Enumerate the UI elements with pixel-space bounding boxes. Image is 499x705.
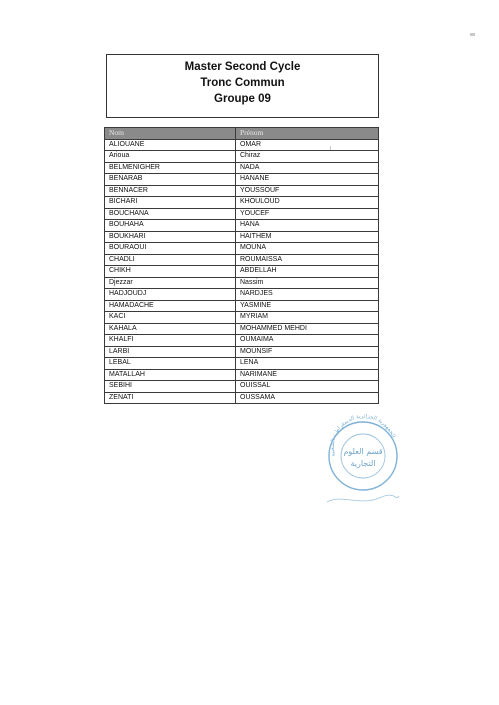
- cell-nom: BENNACER: [105, 185, 236, 197]
- stamp-center-text-2: التجارية: [350, 459, 376, 468]
- table-row: [105, 243, 379, 255]
- table-body: [105, 139, 379, 404]
- cell-nom: ZENATI: [105, 392, 236, 404]
- scan-mark: [470, 33, 475, 36]
- table-row: [105, 289, 379, 301]
- student-list-table: [104, 127, 379, 404]
- cell-prenom: NARDJES: [236, 289, 379, 301]
- cell-nom: MATALLAH: [105, 369, 236, 381]
- table-row: [105, 162, 379, 174]
- cell-nom: BOUKHARI: [105, 231, 236, 243]
- cell-prenom: OUMAIMA: [236, 335, 379, 347]
- cell-prenom: YOUCEF: [236, 208, 379, 220]
- cell-prenom: MOUNSIF: [236, 346, 379, 358]
- table-row: [105, 220, 379, 232]
- cell-prenom: KHOULOUD: [236, 197, 379, 209]
- cell-prenom: ROUMAISSA: [236, 254, 379, 266]
- table-row: [105, 369, 379, 381]
- column-header-prenom: Prénom: [236, 128, 379, 140]
- stamp-center-text-1: قسم العلوم: [343, 447, 383, 456]
- cell-nom: LEBAL: [105, 358, 236, 370]
- cell-prenom: HANANE: [236, 174, 379, 186]
- title-line-1: Master Second Cycle: [184, 61, 301, 73]
- table-row: [105, 277, 379, 289]
- cell-nom: LARBI: [105, 346, 236, 358]
- cell-prenom: LENA: [236, 358, 379, 370]
- table-row: [105, 346, 379, 358]
- table-row: [105, 300, 379, 312]
- cell-nom: BENARAB: [105, 174, 236, 186]
- stamp-outer-text: الجمهورية الجزائرية الديمقراطية الشعبية: [329, 413, 396, 457]
- cell-prenom: NARIMANE: [236, 369, 379, 381]
- cell-nom: BICHARI: [105, 197, 236, 209]
- cell-prenom: ABDELLAH: [236, 266, 379, 278]
- table-header-row: [105, 128, 379, 140]
- cell-prenom: NADA: [236, 162, 379, 174]
- cell-nom: CHADLI: [105, 254, 236, 266]
- title-line-2: Tronc Commun: [200, 77, 285, 89]
- table-row: [105, 358, 379, 370]
- cell-prenom: YOUSSOUF: [236, 185, 379, 197]
- cell-prenom: OMAR: [236, 139, 379, 151]
- cell-prenom: MOUNA: [236, 243, 379, 255]
- table-row: [105, 174, 379, 186]
- table-row: [105, 381, 379, 393]
- scan-mark: [330, 146, 331, 150]
- cell-nom: SEBIHI: [105, 381, 236, 393]
- cell-nom: KHALFI: [105, 335, 236, 347]
- cell-nom: HADJOUDJ: [105, 289, 236, 301]
- cell-prenom: HANA: [236, 220, 379, 232]
- cell-prenom: YASMINE: [236, 300, 379, 312]
- cell-prenom: Nassim: [236, 277, 379, 289]
- table-row: [105, 139, 379, 151]
- table-row: [105, 185, 379, 197]
- column-header-nom: Nom: [105, 128, 236, 140]
- cell-nom: BOURAOUI: [105, 243, 236, 255]
- cell-prenom: OUSSAMA: [236, 392, 379, 404]
- cell-nom: ALIOUANE: [105, 139, 236, 151]
- table-row: [105, 266, 379, 278]
- official-stamp: [321, 402, 401, 510]
- cell-nom: BOUCHANA: [105, 208, 236, 220]
- cell-prenom: OUISSAL: [236, 381, 379, 393]
- cell-nom: HAMADACHE: [105, 300, 236, 312]
- table-row: [105, 208, 379, 220]
- cell-nom: CHIKH: [105, 266, 236, 278]
- cell-prenom: Chiraz: [236, 151, 379, 163]
- cell-nom: KAHALA: [105, 323, 236, 335]
- table-row: [105, 323, 379, 335]
- cell-prenom: MYRIAM: [236, 312, 379, 324]
- cell-nom: Arioua: [105, 151, 236, 163]
- cell-prenom: HAITHEM: [236, 231, 379, 243]
- table-row: [105, 151, 379, 163]
- cell-nom: KACI: [105, 312, 236, 324]
- cell-prenom: MOHAMMED MEHDI: [236, 323, 379, 335]
- table-row: [105, 197, 379, 209]
- table-row: [105, 231, 379, 243]
- cell-nom: BELMENIGHER: [105, 162, 236, 174]
- table-row: [105, 254, 379, 266]
- title-line-3: Groupe 09: [214, 93, 271, 105]
- title-box: [106, 54, 379, 118]
- cell-nom: Djezzar: [105, 277, 236, 289]
- cell-nom: BOUHAHA: [105, 220, 236, 232]
- table-row: [105, 312, 379, 324]
- table-row: [105, 335, 379, 347]
